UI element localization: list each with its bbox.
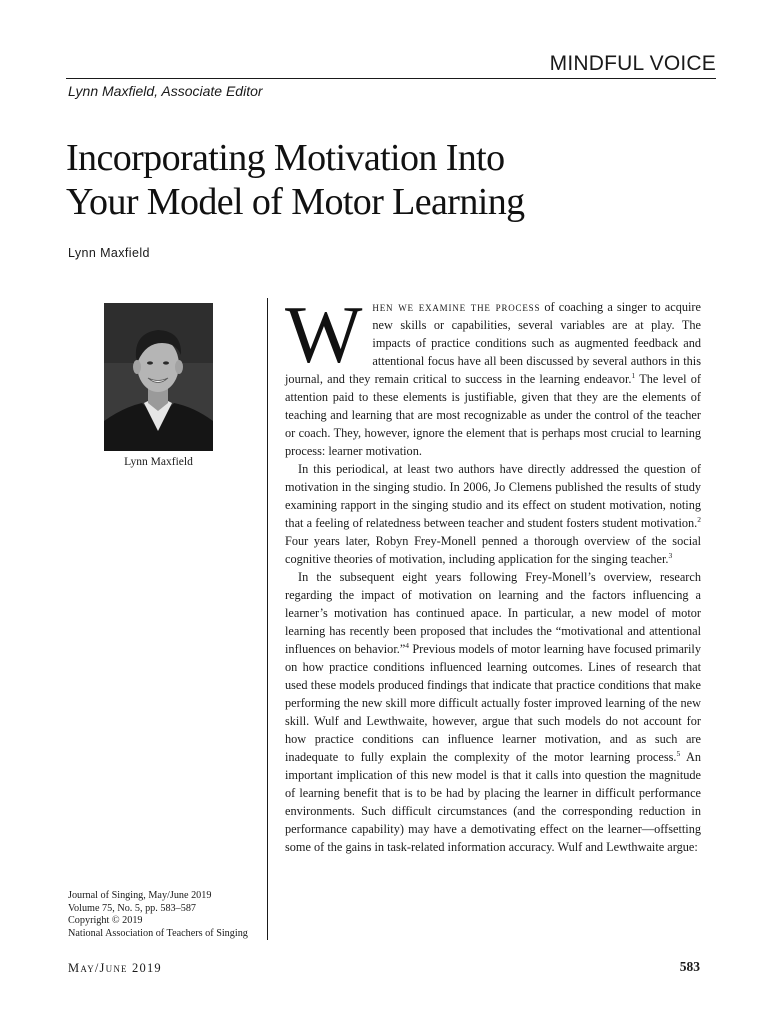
header-rule [66,78,716,79]
footnote-ref-3[interactable]: 3 [668,551,673,560]
column-divider [267,298,268,940]
footnote-ref-5[interactable]: 5 [676,749,681,758]
article-title-line-2: Your Model of Motor Learning [66,181,525,223]
citation-line: Journal of Singing, May/June 2019 [68,890,212,901]
body-text: An important implication of this new model is that it calls into question the magnitude of learning benefit that is to be had by placing the learner in difficult performance environments. Such difficult circumstances (and the corresponding reduction in performance capability) may have a demotivating effect on the learner—offsetting some of the gains in task-related information accuracy. Wulf and Lewthwaite argue: [285,750,701,854]
issue-date: May/June 2019 [68,961,162,975]
body-paragraph-2 [285,460,701,568]
body-text: of coaching a singer to acquire new skills or capabilities, several variables are at play. The impacts of practice conditions such as augmented feedback and attentional focus have all been discussed by several authors in this journal, and they remain critical to success in the learning endeavor. [285,300,701,386]
body-paragraph-1 [285,289,701,460]
citation-line: Volume 75, No. 5, pp. 583–587 [68,902,197,914]
citation-line: National Association of Teachers of Singing [68,928,248,940]
author-portrait-image [104,303,213,451]
body-text: In the subsequent eight years following Frey-Monell’s overview, research regarding the impact of motivation on learning and the factors influencing a learner’s motivation has continued apace. In particular, a new model of motor learning has recently been proposed that includes the “motivational and attentional influences on behavior.” [285,570,701,656]
footnote-ref-2[interactable]: 2 [697,515,701,524]
page-number: 583 [679,959,700,974]
associate-editor-line: Lynn Maxfield, Associate Editor [68,83,263,99]
article-body [285,289,701,856]
journal-citation [68,890,258,941]
author-byline: Lynn Maxfield [68,246,150,260]
footnote-ref-4[interactable]: 4 [405,641,410,650]
article-title-line-1: Incorporating Motivation Into [66,137,505,179]
column-name: MINDFUL VOICE [549,52,716,75]
photo-caption: Lynn Maxfield [124,456,193,468]
body-paragraph-3 [285,568,701,856]
body-text: The level of attention paid to these elements is justifiable, given that they are the elements of teaching and learning that are most recognizable as under the control of the teacher or coach. They, however, ignore the element that is perhaps most crucial to learning process: learner motivation. [285,372,701,458]
body-text: Four years later, Robyn Frey-Monell penned a thorough overview of the social cognitive theories of motivation, including application for the singing teacher. [285,534,701,566]
lead-in-smallcaps: hen we examine the process [372,300,541,314]
citation-line: Copyright © 2019 [68,915,143,927]
body-text: Previous models of motor learning have focused primarily on how practice conditions influenced learning outcomes. Lines of research that used these models produced findings that indicate that practice conditions that make performing the new skill more difficult actually foster improved learning of the new skill. Wulf and Lewthwaite, however, argue that such models do not account for how practice conditions can influence learner motivation, and as such are inadequate to fully explain the complexity of the motor learning process. [285,642,701,764]
author-photo [104,303,213,451]
footnote-ref-1[interactable]: 1 [631,371,636,380]
article-title [66,136,686,224]
body-text: In this periodical, at least two authors have directly addressed the question of motivation in the singing studio. In 2006, Jo Clemens published the results of study examining rapport in the singing studio and its effect on student motivation, noting that a feeling of relatedness between teacher and student fosters student motivation. [285,462,701,530]
drop-cap: W [285,289,363,380]
